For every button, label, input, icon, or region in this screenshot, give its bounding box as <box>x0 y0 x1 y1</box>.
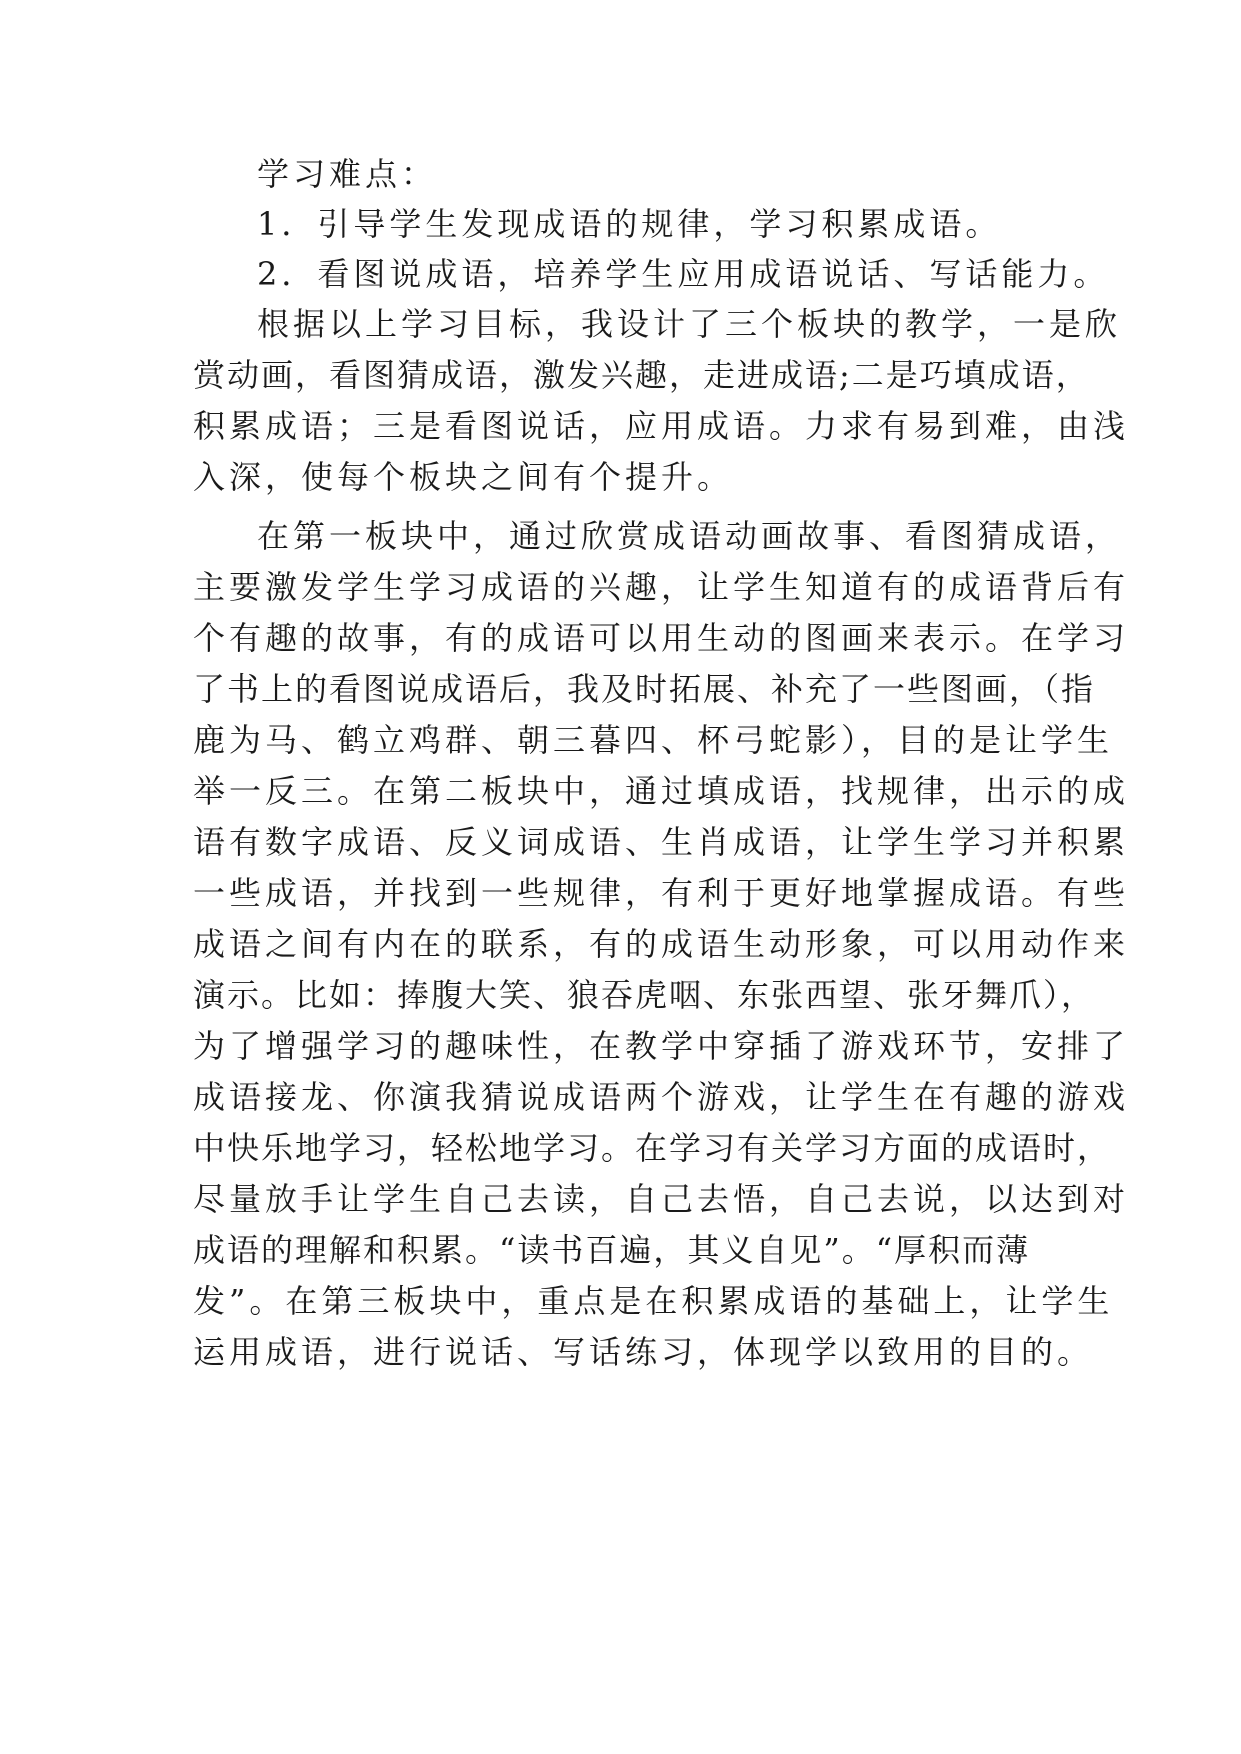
paragraph2-line: 了书上的看图说成语后，我及时拓展、补充了一些图画，（指 <box>193 670 1096 708</box>
paragraph2-line: 中快乐地学习，轻松地学习。在学习有关学习方面的成语时， <box>193 1129 1112 1167</box>
paragraph2-line: 发”。在第三板块中，重点是在积累成语的基础上，让学生 <box>193 1282 1114 1320</box>
paragraph1-line: 积累成语；三是看图说话，应用成语。力求有易到难，由浅 <box>193 407 1130 445</box>
paragraph1-line: 入深，使每个板块之间有个提升。 <box>193 458 734 496</box>
paragraph2-line: 为了增强学习的趣味性，在教学中穿插了游戏环节，安排了 <box>193 1027 1130 1065</box>
paragraph2-line: 语有数字成语、反义词成语、生肖成语，让学生学习并积累 <box>193 823 1130 861</box>
paragraph2-line: 运用成语，进行说话、写话练习，体现学以致用的目的。 <box>193 1333 1094 1371</box>
difficulty-item-2: 2．看图说成语，培养学生应用成语说话、写话能力。 <box>257 255 1110 293</box>
paragraph2-line: 在第一板块中，通过欣赏成语动画故事、看图猜成语， <box>257 517 1122 555</box>
paragraph2-line: 举一反三。在第二板块中，通过填成语，找规律，出示的成 <box>193 772 1130 810</box>
paragraph2-line: 演示。比如：捧腹大笑、狼吞虎咽、东张西望、张牙舞爪）， <box>193 976 1096 1014</box>
section-heading: 学习难点： <box>257 155 438 193</box>
paragraph2-line: 个有趣的故事，有的成语可以用生动的图画来表示。在学习 <box>193 619 1130 657</box>
paragraph2-line: 成语的理解和积累。“读书百遍，其义自见”。“厚积而薄 <box>193 1231 1031 1269</box>
paragraph2-line: 一些成语，并找到一些规律，有利于更好地掌握成语。有些 <box>193 874 1130 912</box>
paragraph2-line: 成语接龙、你演我猜说成语两个游戏，让学生在有趣的游戏 <box>193 1078 1130 1116</box>
paragraph1-line: 根据以上学习目标，我设计了三个板块的教学，一是欣 <box>257 305 1122 343</box>
difficulty-item-1: 1．引导学生发现成语的规律，学习积累成语。 <box>257 205 1002 243</box>
paragraph2-line: 成语之间有内在的联系，有的成语生动形象，可以用动作来 <box>193 925 1130 963</box>
paragraph1-line: 赏动画，看图猜成语，激发兴趣，走进成语;二是巧填成语， <box>193 356 1090 394</box>
paragraph2-line: 尽量放手让学生自己去读，自己去悟，自己去说，以达到对 <box>193 1180 1130 1218</box>
paragraph2-line: 主要激发学生学习成语的兴趣，让学生知道有的成语背后有 <box>193 568 1130 606</box>
document-page <box>193 154 1130 1574</box>
paragraph2-line: 鹿为马、鹤立鸡群、朝三暮四、杯弓蛇影），目的是让学生 <box>193 721 1114 759</box>
